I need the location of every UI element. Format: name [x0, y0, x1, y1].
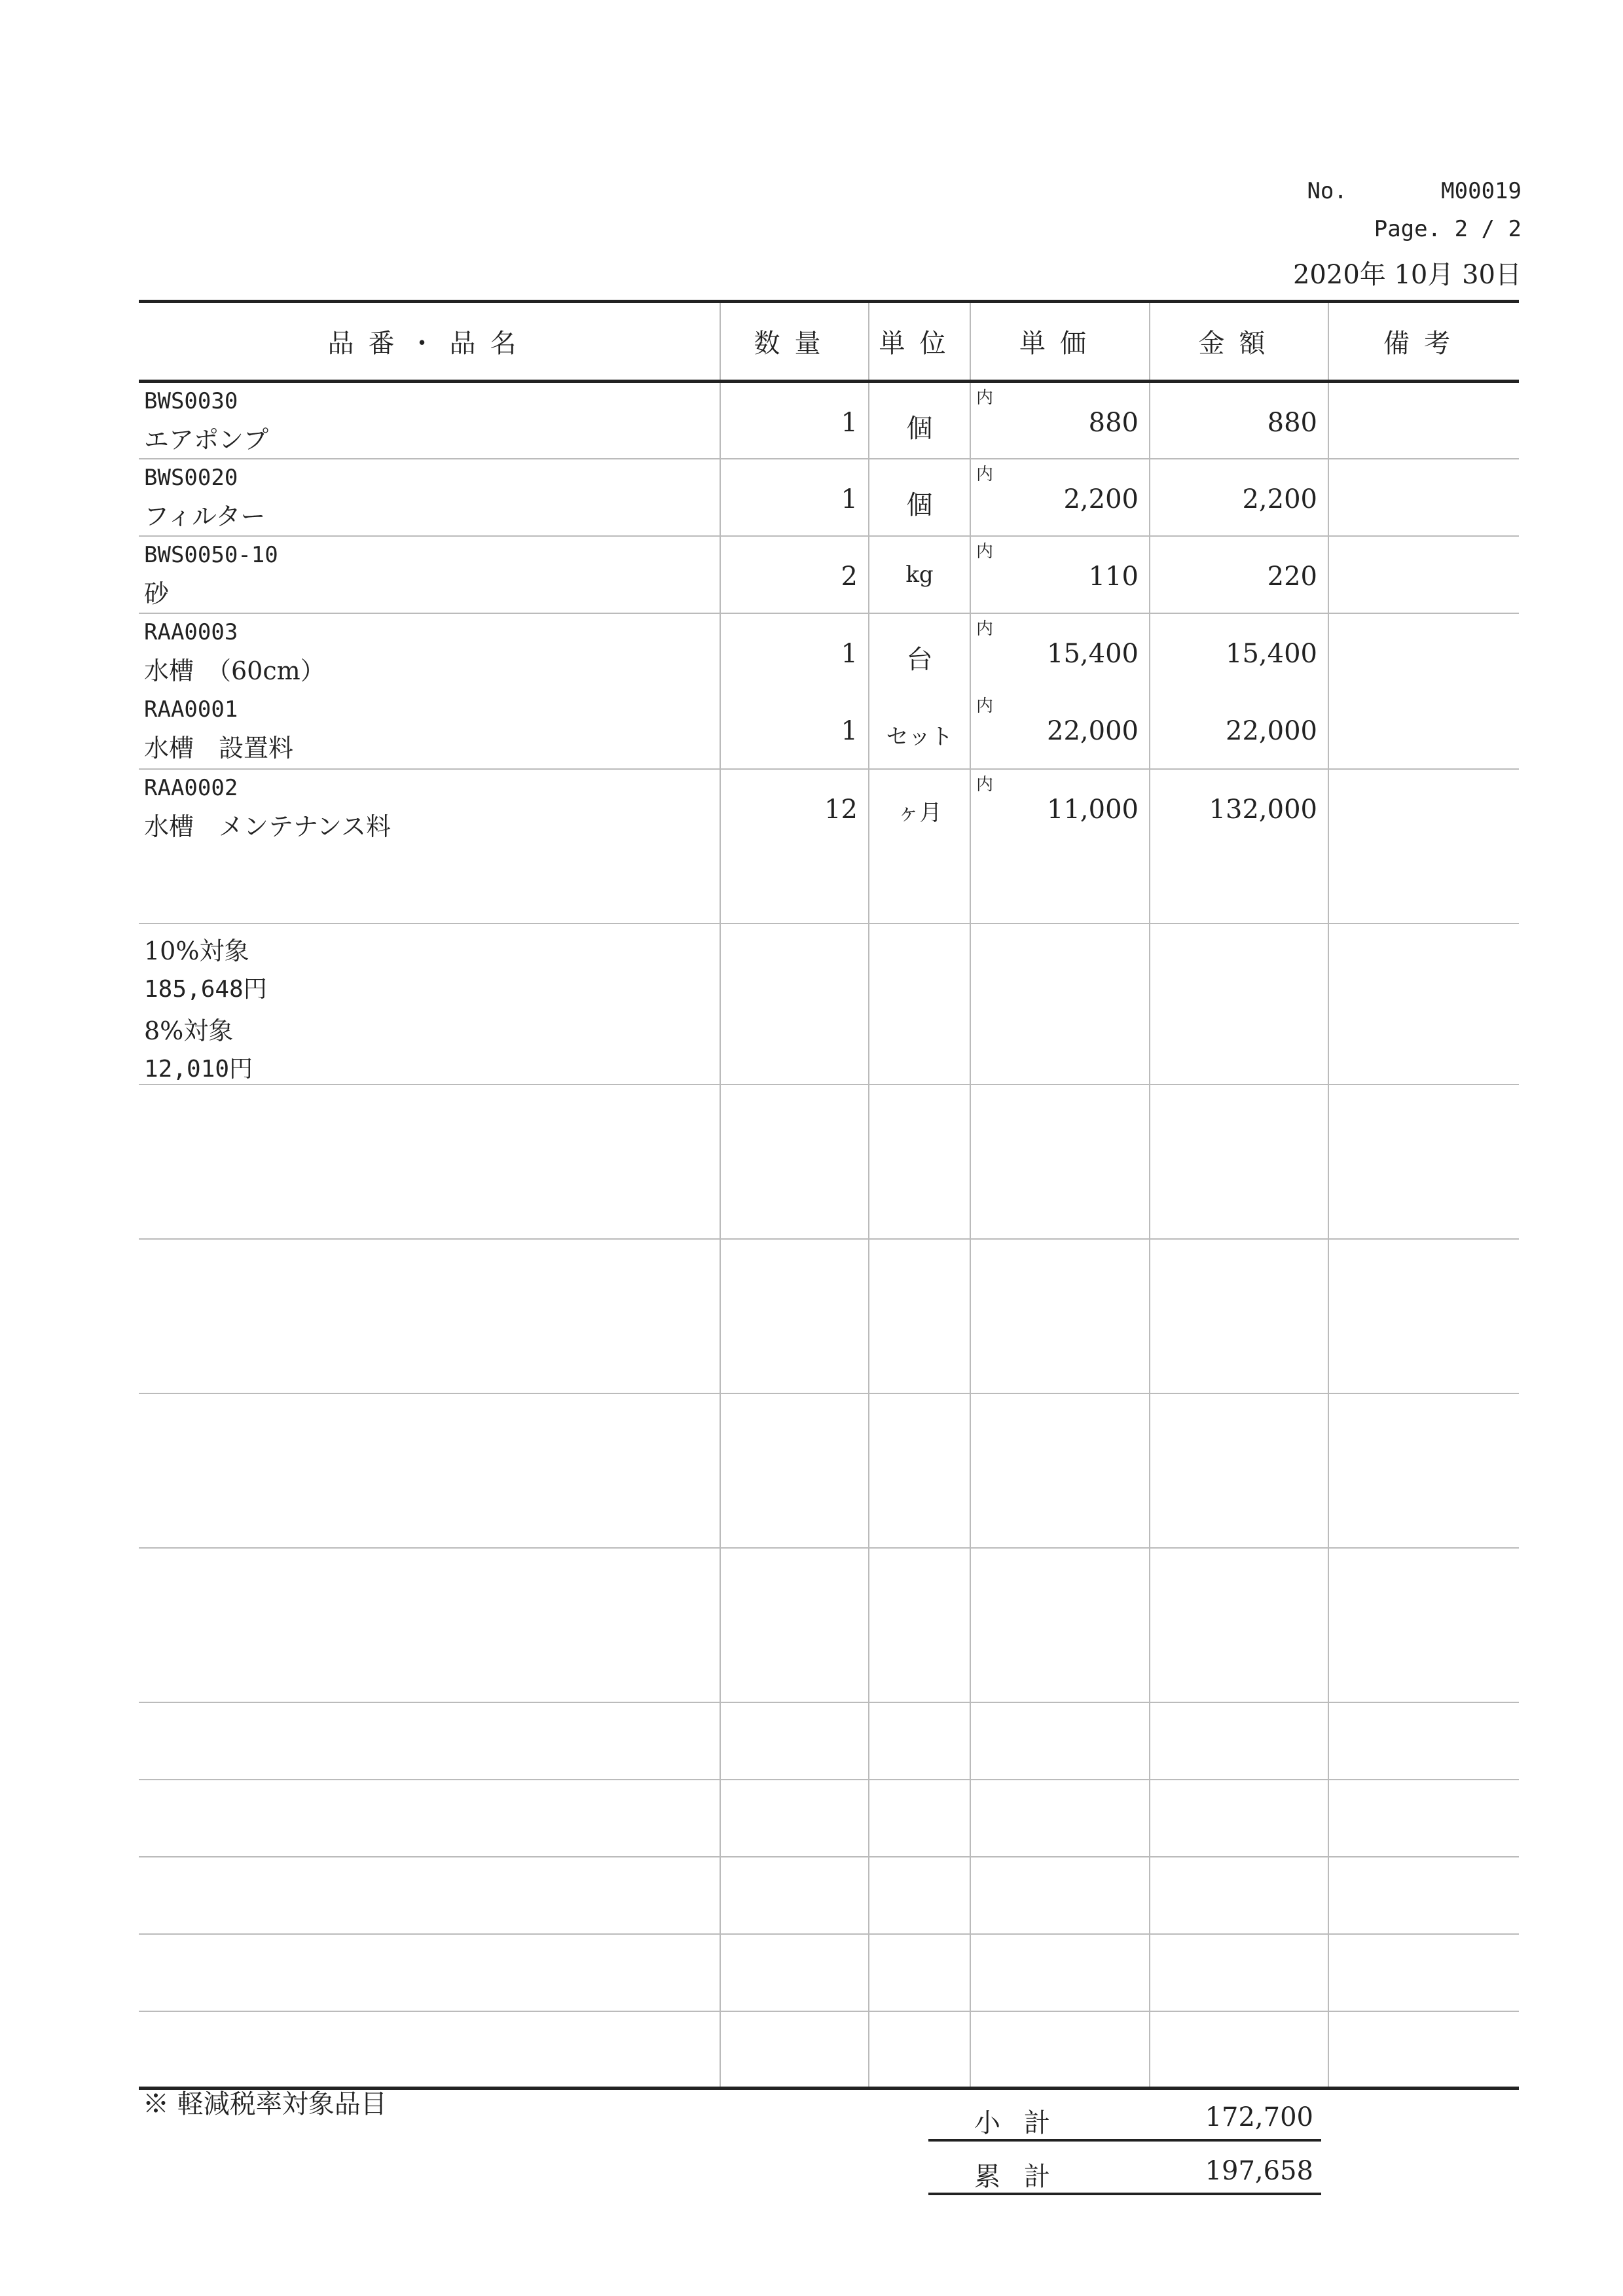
item-price: 22,000: [1047, 715, 1139, 746]
item-code: RAA0001: [144, 696, 238, 723]
subtotal-row: [928, 2088, 1321, 2142]
col-header-unit: 単位: [869, 302, 970, 382]
qty-cell: [720, 769, 869, 924]
unit-cell: [869, 459, 970, 536]
amount-cell: [1150, 382, 1328, 459]
item-amount: 132,000: [1209, 794, 1317, 825]
unit-cell: [869, 769, 970, 924]
col-header-item: 品番・品名: [139, 302, 720, 382]
table-header-row: [139, 302, 1519, 382]
item-amount: 220: [1267, 561, 1317, 592]
table-row: [139, 769, 1519, 924]
item-unit: kg: [905, 561, 934, 588]
item-price: 880: [1088, 408, 1139, 438]
table-row: [139, 536, 1519, 613]
remarks-cell: [1328, 769, 1519, 924]
amount-cell: [1150, 536, 1328, 613]
item-qty: 2: [841, 561, 858, 592]
page-total: 2: [1508, 216, 1522, 242]
tax-10-amount: 185,648円: [144, 975, 267, 1003]
col-header-remarks: 備考: [1328, 302, 1519, 382]
item-amount: 22,000: [1226, 715, 1317, 746]
item-cell: [139, 382, 720, 459]
item-unit: ヶ月: [897, 799, 942, 826]
item-price: 11,000: [1047, 794, 1139, 825]
tax-included-mark: 内: [976, 464, 994, 484]
item-unit: 個: [906, 490, 933, 520]
issue-date: 2020年 10月 30日: [1292, 260, 1522, 290]
item-amount: 15,400: [1226, 638, 1317, 669]
item-price: 2,200: [1063, 484, 1139, 514]
empty-row: [139, 1934, 1519, 2011]
empty-row: [139, 1702, 1519, 1780]
table-row: [139, 613, 1519, 769]
item-code: BWS0050-10: [144, 541, 278, 568]
item-qty: 1: [841, 638, 858, 669]
unit-cell: [869, 536, 970, 613]
item-unit: 個: [906, 414, 933, 444]
table-row: [139, 382, 1519, 459]
price-cell: [970, 536, 1150, 613]
amount-cell: [1150, 613, 1328, 769]
item-name: 水槽 メンテナンス料: [144, 812, 391, 841]
item-name: 砂: [144, 579, 170, 608]
item-qty: 1: [841, 408, 858, 438]
tax-8-title: 8%対象: [144, 1016, 234, 1045]
empty-row: [139, 2011, 1519, 2089]
item-qty: 1: [841, 715, 858, 746]
item-cell: [139, 459, 720, 536]
item-cell: [139, 613, 720, 769]
empty-row: [139, 1857, 1519, 1934]
qty-cell: [720, 459, 869, 536]
cumulative-value: 197,658: [1205, 2156, 1313, 2186]
tax-included-mark: 内: [976, 388, 994, 408]
col-header-amount: 金額: [1150, 302, 1328, 382]
empty-row: [139, 1239, 1519, 1393]
items-table: [139, 300, 1519, 2090]
empty-row: [139, 1085, 1519, 1239]
item-code: RAA0002: [144, 774, 238, 801]
cumulative-label: 累計: [974, 2162, 1074, 2192]
item-cell: [139, 536, 720, 613]
empty-row: [139, 1780, 1519, 1857]
item-amount: 880: [1267, 408, 1317, 438]
reduced-tax-footnote: ※ 軽減税率対象品目: [143, 2089, 387, 2119]
cumulative-total-row: [928, 2142, 1321, 2195]
remarks-cell: [1328, 536, 1519, 613]
item-name: 水槽 設置料: [144, 733, 294, 762]
tax-included-mark: 内: [976, 541, 994, 562]
tax-8-amount: 12,010円: [144, 1055, 253, 1083]
qty-cell: [720, 613, 869, 769]
tax-included-mark: 内: [976, 619, 994, 639]
page-separator: /: [1481, 216, 1495, 242]
price-cell: [970, 613, 1150, 769]
empty-row: [139, 1548, 1519, 1702]
remarks-cell: [1328, 613, 1519, 769]
tax-summary-cell: [139, 924, 720, 1085]
price-cell: [970, 769, 1150, 924]
page-label: Page.: [1374, 216, 1442, 242]
qty-cell: [720, 382, 869, 459]
col-header-price: 単価: [970, 302, 1150, 382]
unit-cell: [869, 382, 970, 459]
item-price: 15,400: [1047, 638, 1139, 669]
tax-included-mark: 内: [976, 696, 994, 716]
item-qty: 12: [824, 794, 858, 825]
remarks-cell: [1328, 382, 1519, 459]
amount-cell: [1150, 459, 1328, 536]
tax-included-mark: 内: [976, 774, 994, 795]
empty-row: [139, 1393, 1519, 1548]
item-amount: 2,200: [1242, 484, 1317, 514]
item-qty: 1: [841, 484, 858, 514]
subtotal-value: 172,700: [1205, 2102, 1313, 2132]
table-row: [139, 459, 1519, 536]
item-unit: セット: [886, 723, 953, 750]
price-cell: [970, 382, 1150, 459]
col-header-qty: 数量: [720, 302, 869, 382]
amount-cell: [1150, 769, 1328, 924]
page-indicator: [1374, 216, 1522, 242]
tax-10-title: 10%対象: [144, 936, 249, 965]
document-number: [1307, 178, 1522, 204]
item-code: BWS0020: [144, 464, 238, 491]
item-unit: 台: [906, 644, 933, 675]
item-name: フィルター: [144, 501, 266, 531]
remarks-cell: [1328, 459, 1519, 536]
subtotal-label: 小計: [974, 2108, 1074, 2138]
item-price: 110: [1088, 561, 1139, 592]
page-current: 2: [1454, 216, 1468, 242]
price-cell: [970, 459, 1150, 536]
item-name: エアポンプ: [144, 425, 269, 454]
doc-no-value: M00019: [1441, 178, 1522, 204]
item-code: RAA0003: [144, 619, 238, 645]
unit-cell: [869, 613, 970, 769]
doc-no-label: No.: [1307, 178, 1347, 204]
item-code: BWS0030: [144, 388, 238, 414]
item-cell: [139, 769, 720, 924]
qty-cell: [720, 536, 869, 613]
tax-summary-row: [139, 924, 1519, 1085]
item-name: 水槽 （60cm）: [144, 656, 325, 685]
